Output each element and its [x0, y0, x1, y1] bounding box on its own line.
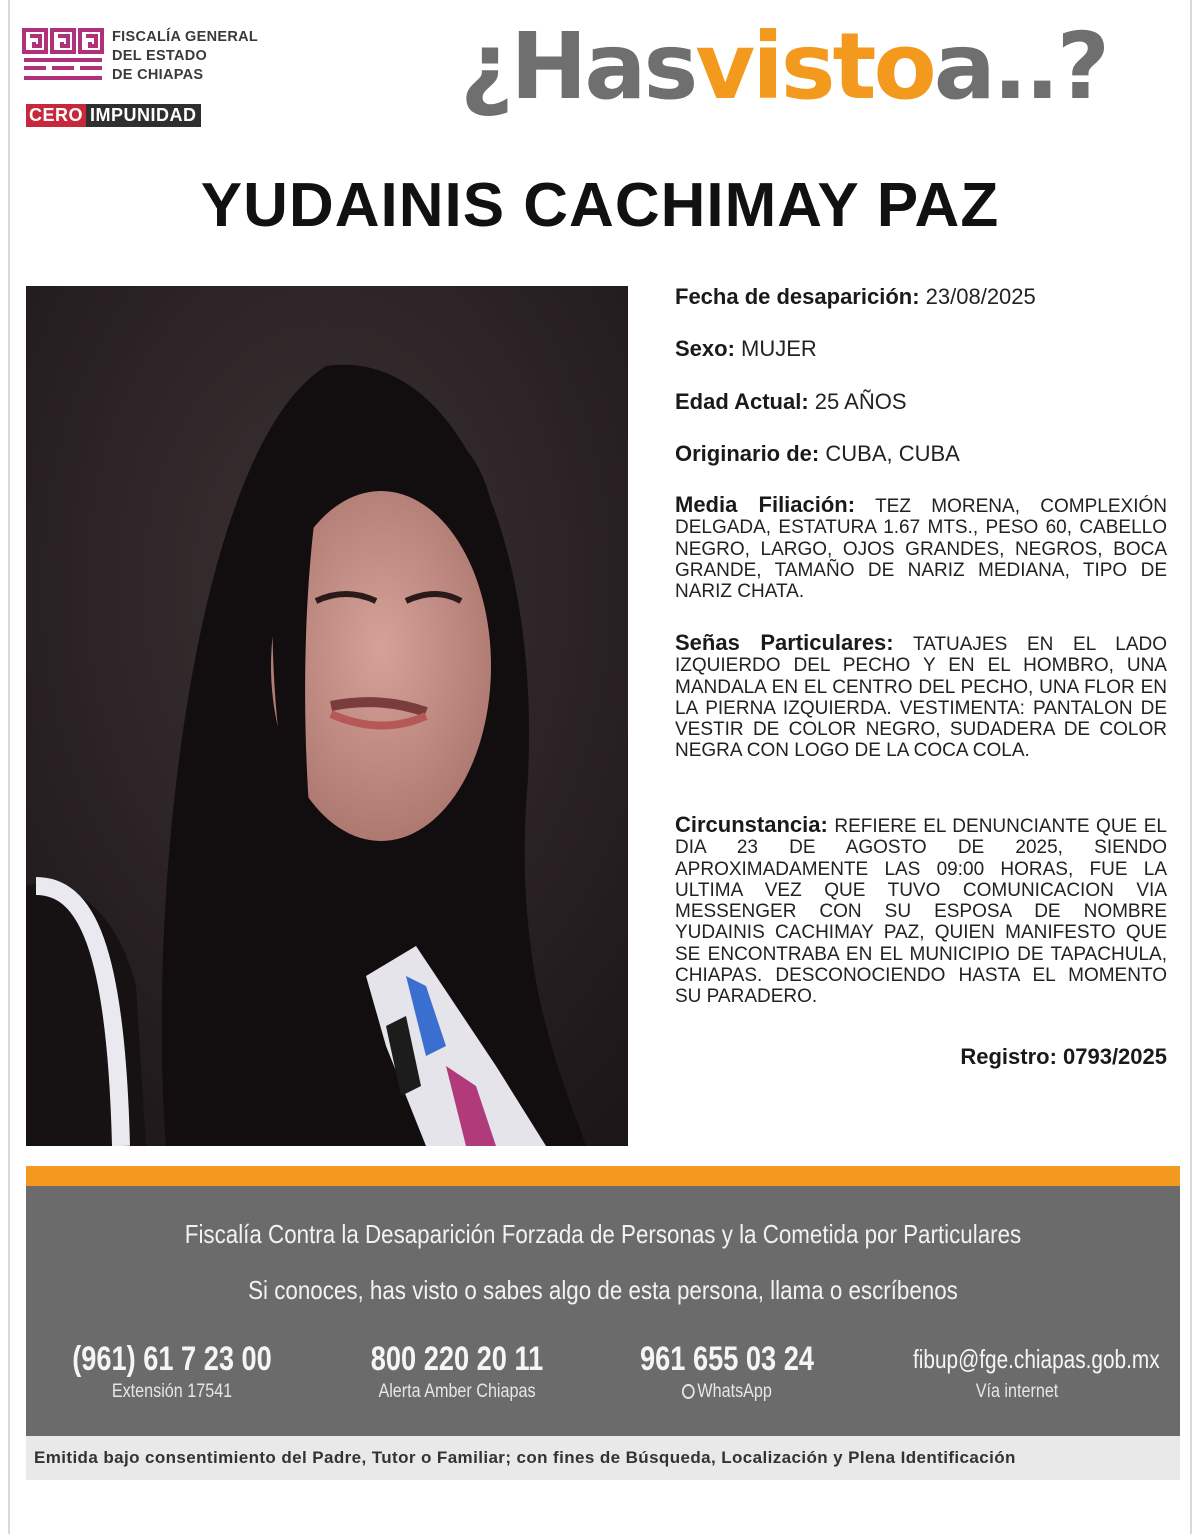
fecha-row [675, 284, 1036, 310]
circunstancia-label: Circunstancia: [675, 812, 828, 837]
edad-label: Edad Actual: [675, 389, 809, 414]
edad-value: 25 AÑOS [814, 389, 907, 414]
contact-phone-2 [327, 1338, 587, 1404]
slogan-part-1: CERO [26, 104, 86, 127]
filiacion-value: TEZ MORENA, COMPLEXIÓN DELGADA, ESTATURA 1.67 MTS., PESO 60, CABELLO NEGRO, LARGO, OJOS GRANDES, NEGROS, BOCA GRANDE, TAMAÑO DE NARIZ MEDIANA, TIPO DE NARIZ CHATA. [675, 496, 1167, 603]
disclaimer-bar [26, 1436, 1180, 1480]
slogan-badge [26, 104, 201, 127]
person-photo [26, 286, 628, 1146]
email-label: Vía internet [975, 1381, 1059, 1402]
sexo-value: MUJER [741, 336, 817, 361]
registro-number: Registro: 0793/2025 [960, 1044, 1167, 1069]
slogan-part-2: IMPUNIDAD [86, 104, 201, 127]
fecha-label: Fecha de desaparición: [675, 284, 920, 309]
footer-call-to-action: Si conoces, has visto o sabes algo de esta persona, llama o escríbenos [248, 1275, 958, 1305]
whatsapp-number[interactable]: 961 655 03 24 [640, 1340, 814, 1378]
edad-row [675, 389, 907, 415]
whatsapp-label-wrap [617, 1380, 838, 1404]
circunstancia-paragraph [675, 814, 1167, 1008]
phone-1-extension: Extensión 17541 [111, 1381, 233, 1402]
contact-phone-1 [42, 1338, 302, 1404]
phone-2-number[interactable]: 800 220 20 11 [370, 1340, 544, 1378]
org-line-3: DE CHIAPAS [112, 67, 204, 83]
origen-label: Originario de: [675, 441, 820, 466]
orange-divider [26, 1166, 1180, 1186]
org-line-2: DEL ESTADO [112, 48, 208, 64]
sexo-row [675, 336, 817, 362]
campaign-part-1: ¿Has [460, 13, 696, 120]
fiscalia-logo-icon [22, 28, 104, 82]
campaign-title [460, 12, 1180, 122]
phone-1-number[interactable]: (961) 61 7 23 00 [72, 1340, 272, 1378]
origen-value: CUBA, CUBA [825, 441, 960, 466]
filiacion-paragraph [675, 494, 1167, 602]
person-photo-illustration [26, 286, 628, 1146]
senas-paragraph [675, 632, 1167, 762]
person-name: YUDAINIS CACHIMAY PAZ [200, 171, 1000, 240]
email-address[interactable]: fibup@fge.chiapas.gob.mx [913, 1344, 1160, 1374]
eye-icon: o [873, 13, 934, 120]
whatsapp-icon [682, 1384, 695, 1399]
sexo-label: Sexo: [675, 336, 735, 361]
whatsapp-label: WhatsApp [697, 1381, 772, 1402]
fecha-value: 23/08/2025 [925, 284, 1036, 309]
org-line-1: FISCALÍA GENERAL [112, 29, 259, 45]
senas-label: Señas Particulares: [675, 630, 894, 655]
contact-whatsapp [597, 1338, 857, 1404]
contact-email [887, 1338, 1160, 1404]
campaign-part-4: a..? [933, 13, 1108, 120]
org-name [112, 28, 312, 85]
disclaimer-text: Emitida bajo consentimiento del Padre, Tutor o Familiar; con fines de Búsqueda, Localización y Plena Identificación [34, 1448, 1016, 1467]
filiacion-label: Media Filiación: [675, 492, 856, 517]
footer-agency: Fiscalía Contra la Desaparición Forzada de Personas y la Cometida por Particulares [184, 1219, 1022, 1249]
campaign-part-2: vist [695, 13, 874, 120]
senas-value: TATUAJES EN EL LADO IZQUIERDO DEL PECHO Y EN EL HOMBRO, UNA MANDALA EN EL CENTRO DEL PECHO, UNA FLOR EN LA PIERNA IZQUIERDA. VESTIMENTA: PANTALON DE VESTIR DE COLOR NEGRO, SUDADERA DE COLOR NEGRA CON LOGO DE LA COCA COLA. [675, 634, 1167, 762]
origen-row [675, 441, 960, 467]
circunstancia-value: REFIERE EL DENUNCIANTE QUE EL DIA 23 DE AGOSTO DE 2025, SIENDO APROXIMADAMENTE LAS 09:00 HORAS, FUE LA ULTIMA VEZ QUE TUVO COMUNICACION VIA MESSENGER CON SU ESPOSA DE NOMBRE YUDAINIS CACHIMAY PAZ, QUIEN MANIFESTO QUE SE ENCONTRABA EN EL MUNICIPIO DE TAPACHULA, CHIAPAS. DESCONOCIENDO HASTA EL MOMENTO SU PARADERO. [675, 816, 1167, 1008]
phone-2-label: Alerta Amber Chiapas [378, 1381, 536, 1402]
